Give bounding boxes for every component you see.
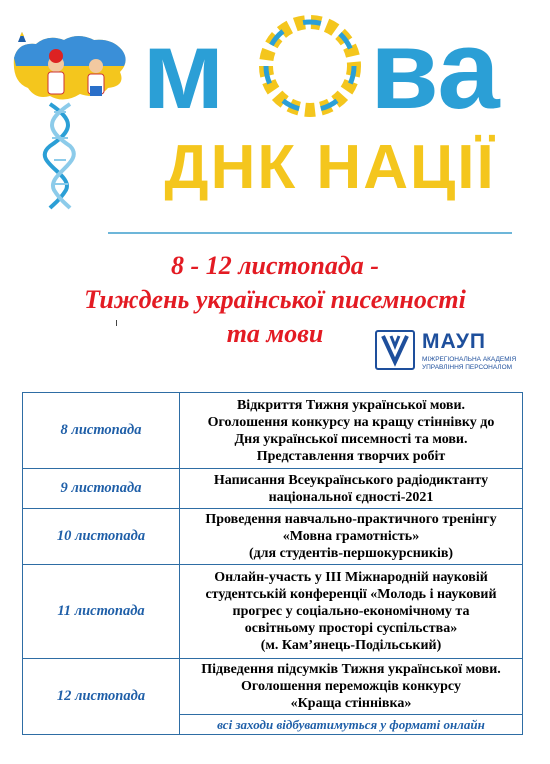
description-line: прогрес у соціально-економічному та: [232, 604, 470, 619]
org-line-2: УПРАВЛІННЯ ПЕРСОНАЛОМ: [422, 364, 513, 371]
description-line: освітньому просторі суспільства»: [244, 621, 458, 636]
description-line: Представлення творчих робіт: [256, 448, 446, 464]
title-end: та мови: [226, 319, 324, 348]
table-row: [23, 565, 523, 659]
subtitle: ДНК НАЦІЇ: [164, 133, 496, 202]
row-date: 12 листопада: [23, 659, 180, 735]
divider: [108, 232, 512, 234]
description-line: (для студентів-першокурсників): [248, 546, 454, 561]
description-line: Онлайн-участь у ІІІ Міжнародній науковій: [214, 570, 488, 585]
ukraine-map-image: [8, 28, 132, 108]
row-date: 11 листопада: [23, 565, 180, 659]
row-date: 8 листопада: [23, 393, 180, 469]
mova-logo: [140, 4, 540, 124]
description-line: студентській конференції «Молодь і науковий: [205, 587, 497, 602]
table-row: [23, 469, 523, 509]
description-line: Підведення підсумків Тижня української мови.: [201, 662, 501, 677]
description-line: «Мовна грамотність»: [282, 529, 420, 544]
svg-text:м: м: [142, 7, 225, 124]
stray-mark: [116, 320, 117, 326]
svg-text:ва: ва: [370, 7, 500, 124]
description-line: Оголошення конкурсу на кращу стіннівку до: [207, 414, 495, 430]
table-row: [23, 393, 523, 469]
description-line: національної єдності-2021: [268, 489, 434, 505]
row-description: [180, 469, 523, 509]
row-description: [180, 659, 523, 715]
description-line: Дня української писемності та мови.: [234, 431, 468, 447]
table-row: [23, 509, 523, 565]
row-description: [180, 509, 523, 565]
description-line: Написання Всеукраїнського радіодиктанту: [213, 472, 489, 488]
row-date: 9 листопада: [23, 469, 180, 509]
description-line: «Краща стіннівка»: [290, 696, 412, 711]
title-main: Тиждень української писемності: [84, 285, 466, 314]
description-line: (м. Кам’янець-Подільський): [260, 638, 442, 653]
title-dates: 8 - 12 листопада -: [171, 251, 379, 280]
org-line-1: МІЖРЕГІОНАЛЬНА АКАДЕМІЯ: [422, 356, 517, 363]
table-row: [23, 659, 523, 715]
row-description: [180, 565, 523, 659]
row-date: 10 листопада: [23, 509, 180, 565]
description-line: Відкриття Тижня української мови.: [236, 397, 466, 413]
online-note: всі заходи відбуватимуться у форматі онлайн: [180, 715, 523, 735]
description-line: Проведення навчально-практичного тренінгу: [205, 512, 497, 527]
row-description: [180, 393, 523, 469]
maup-emblem-icon: [375, 330, 415, 370]
dna-helix-icon: [40, 100, 80, 210]
schedule-table: [22, 392, 523, 735]
org-name: МАУП: [422, 330, 487, 353]
description-line: Оголошення переможців конкурсу: [241, 679, 461, 694]
